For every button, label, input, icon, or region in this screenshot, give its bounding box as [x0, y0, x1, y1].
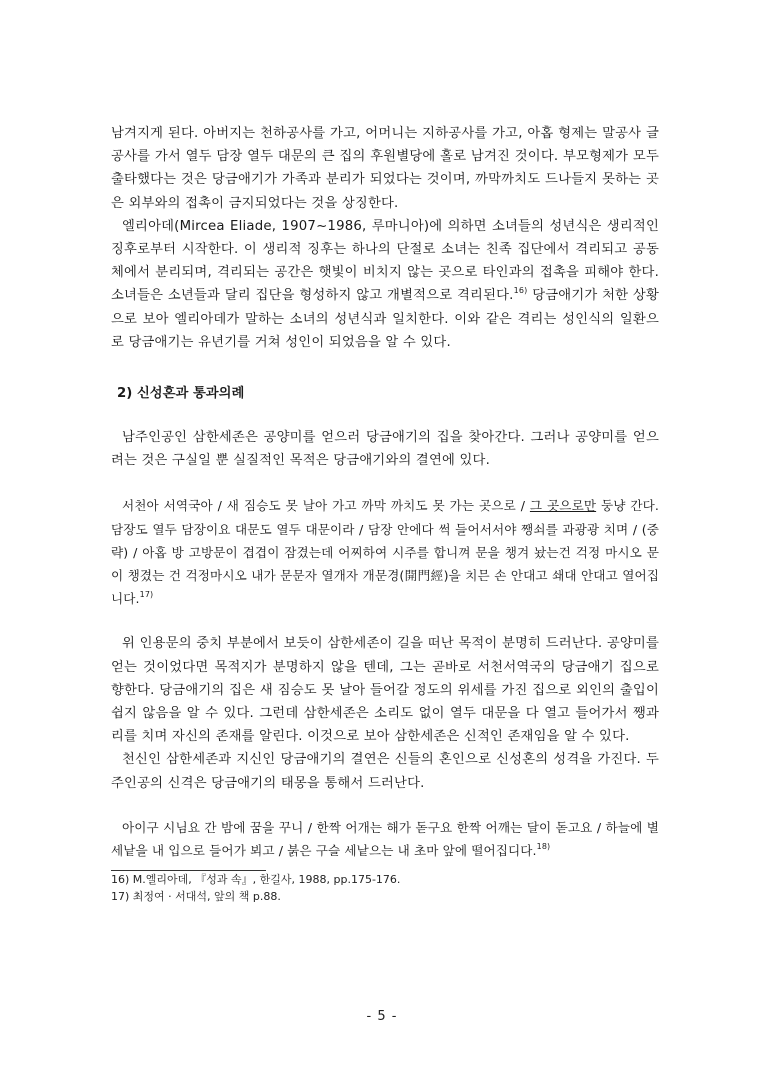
paragraph-eliade [111, 215, 659, 354]
quotation-1-text-a: 서천아 서역국아 / 새 짐승도 못 날아 가고 까막 까치도 못 가는 곳으로 / [122, 498, 530, 514]
page-number: - 5 - [366, 1009, 398, 1024]
document-body [111, 122, 659, 905]
paragraph-isolation: 남겨지게 된다. 아버지는 천하공사를 가고, 어머니는 지하공사를 가고, 아홉 형제는 말공사 글공사를 가서 열두 담장 열두 대문의 큰 집의 후원별당에 홀로 남겨진 것이다. 부모형제가 모두 출타했다는 것은 당금애기가 가족과 분리가 되었다는 것이며, 까막까치도 드나들지 못하는 곳은 외부와의 접촉이 금지되었다는 것을 상징한다. [111, 126, 659, 211]
paragraph-eliade-text-a: 엘리아데(Mircea Eliade, 1907~1986, 루마니아)에 의하면 소녀들의 성년식은 생리적인 징후로부터 시작한다. 이 생리적 징후는 하나의 단절로 소녀는 친족 집단에서 격리되고 공동체에서 분리되며, 격리되는 공간은 햇빛이 비치지 않는 곳으로 타인과의 접촉을 피해야 한다. 소녀들은 소년들과 달리 집단을 형성하지 않고 개별적으로 격리된다. [111, 218, 659, 304]
footnote-17: 17) 최정여 · 서대석, 앞의 책 p.88. [111, 890, 281, 904]
paragraph-sacred-marriage: 천신인 삼한세존과 지신인 당금애기의 결연은 신들의 혼인으로 신성혼의 성격을 가진다. 두 주인공의 신격은 당금애기의 태몽을 통해서 드러난다. [111, 752, 659, 791]
footnote-16: 16) M.엘리아데, 『성과 속』, 한길사, 1988, pp.175-176. [111, 873, 401, 887]
footnote-ref-17: 17) [139, 590, 154, 600]
quotation-2-text: 아이구 시님요 간 밤에 꿈을 꾸니 / 한짝 어개는 해가 돋구요 한짝 어깨는 달이 돋고요 / 하늘에 별 세낱을 내 입으로 들어가 뵈고 / 붉은 구슬 세낱으는 내 초마 앞에 떨어집디다. [111, 819, 659, 859]
footnote-ref-18: 18) [536, 842, 551, 852]
footnote-ref-16: 16) [513, 286, 528, 296]
quotation-1-text-b: 둥냥 간다. 담장도 열두 담장이요 대문도 열두 대문이라 / 담장 안에다 썩 들어서서야 쨍쇠를 과광광 치며 / (중략) / 아홉 방 고방문이 겹겹이 잠겼는데 어찌하여 시주를 합니껴 문을 챙겨 놨는건 걱정 마시오 문이 챙겼는 건 걱정마시오 내가 문문자 열개자 개문경(開門經)을 치믄 손 안대고 쇄대 안대고 열어집니다. [111, 498, 659, 607]
quotation-block-2 [111, 816, 659, 862]
quotation-block-1 [111, 494, 659, 610]
quotation-1-underlined: 그 곳으로만 [529, 498, 597, 514]
paragraph-samhan-sejon: 남주인공인 삼한세존은 공양미를 얻으러 당금애기의 집을 찾아간다. 그러나 공양미를 얻으려는 것은 구실일 뿐 실질적인 목적은 당금애기와의 결연에 있다. [111, 430, 659, 469]
paragraph-analysis: 위 인용문의 중치 부분에서 보듯이 삼한세존이 길을 떠난 목적이 분명히 드러난다. 공양미를 얻는 것이었다면 목적지가 분명하지 않을 텐데, 그는 곧바로 서천서역국의 당금애기 집으로 향한다. 당금애기의 집은 새 짐승도 못 날아 들어갈 정도의 위세를 가진 집으로 외인의 출입이 쉽지 않음을 알 수 있다. 그런데 삼한세존은 소리도 없이 열두 대문을 다 열고 들어가서 쨍과리를 치며 자신의 존재를 알린다. 이것으로 보아 삼한세존은 신적인 존재임을 알 수 있다. [111, 636, 659, 745]
paragraph-eliade-text-b: 당금애기가 처한 상황으로 보아 엘리아데가 말하는 소녀의 성년식과 일치한다. 이와 같은 격리는 성인식의 일환으로 당금애기는 유년기를 거쳐 성인이 되었음을 알 수 있다. [111, 288, 660, 350]
section-heading: 2) 신성혼과 통과의례 [117, 386, 245, 402]
